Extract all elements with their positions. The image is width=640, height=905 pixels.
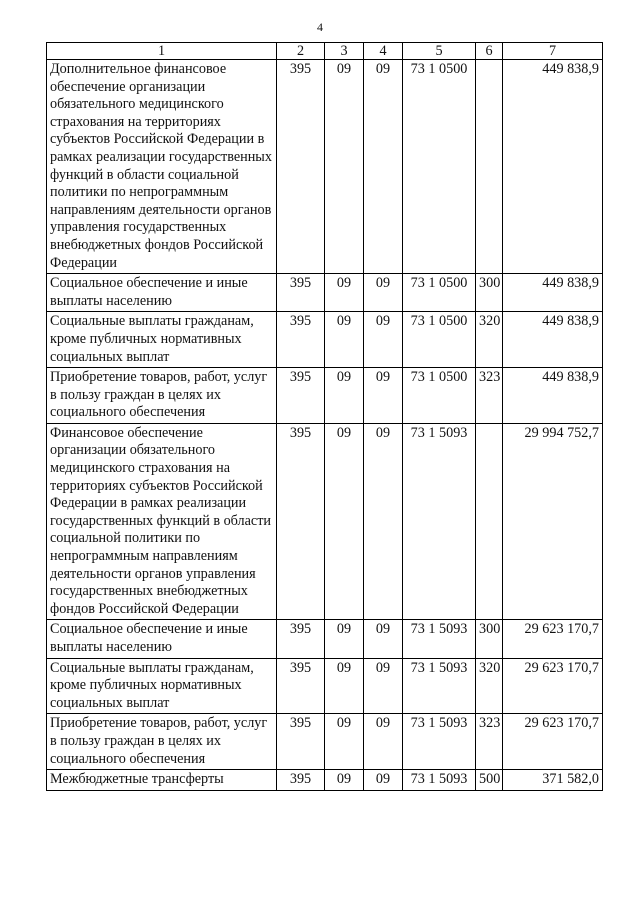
row-rz: 09 [325, 60, 364, 274]
row-rz: 09 [325, 658, 364, 714]
row-vr: 320 [476, 312, 503, 368]
row-rz: 09 [325, 368, 364, 424]
row-vr: 323 [476, 714, 503, 770]
row-vr: 300 [476, 274, 503, 312]
row-csr: 73 1 5093 [403, 423, 476, 620]
column-header: 4 [364, 43, 403, 60]
row-vr: 300 [476, 620, 503, 658]
row-vr [476, 423, 503, 620]
row-csr: 73 1 5093 [403, 620, 476, 658]
row-csr: 73 1 5093 [403, 714, 476, 770]
row-csr: 73 1 0500 [403, 274, 476, 312]
row-gr: 395 [277, 770, 325, 791]
row-pr: 09 [364, 714, 403, 770]
row-rz: 09 [325, 423, 364, 620]
row-pr: 09 [364, 423, 403, 620]
row-sum: 449 838,9 [503, 60, 603, 274]
row-gr: 395 [277, 368, 325, 424]
row-sum: 449 838,9 [503, 368, 603, 424]
row-vr [476, 60, 503, 274]
row-pr: 09 [364, 368, 403, 424]
row-name: Социальное обеспечение и иные выплаты населению [47, 620, 277, 658]
column-header: 5 [403, 43, 476, 60]
row-rz: 09 [325, 770, 364, 791]
row-sum: 29 623 170,7 [503, 714, 603, 770]
budget-table [46, 42, 603, 791]
row-gr: 395 [277, 620, 325, 658]
column-header: 7 [503, 43, 603, 60]
row-csr: 73 1 0500 [403, 368, 476, 424]
row-gr: 395 [277, 423, 325, 620]
table-row [47, 368, 603, 424]
row-name: Приобретение товаров, работ, услуг в пользу граждан в целях их социального обеспечения [47, 714, 277, 770]
row-csr: 73 1 5093 [403, 770, 476, 791]
row-rz: 09 [325, 714, 364, 770]
row-csr: 73 1 0500 [403, 312, 476, 368]
row-rz: 09 [325, 620, 364, 658]
table-row [47, 658, 603, 714]
table-row [47, 423, 603, 620]
row-rz: 09 [325, 312, 364, 368]
row-gr: 395 [277, 658, 325, 714]
table-row [47, 714, 603, 770]
page-number: 4 [317, 20, 323, 34]
row-vr: 323 [476, 368, 503, 424]
row-pr: 09 [364, 658, 403, 714]
row-gr: 395 [277, 274, 325, 312]
row-pr: 09 [364, 60, 403, 274]
table-row [47, 274, 603, 312]
row-pr: 09 [364, 770, 403, 791]
row-name: Социальные выплаты гражданам, кроме публичных нормативных социальных выплат [47, 658, 277, 714]
row-sum: 449 838,9 [503, 274, 603, 312]
row-name: Финансовое обеспечение организации обязательного медицинского страхования на территориях субъектов Российской Федерации в рамках реализации государственных функций в области социальной политики по непрограммным направлениям деятельности органов управления государственных внебюджетных фондов Российской Федерации [47, 423, 277, 620]
row-name: Межбюджетные трансферты [47, 770, 277, 791]
column-header: 1 [47, 43, 277, 60]
table-row [47, 770, 603, 791]
row-rz: 09 [325, 274, 364, 312]
column-header: 2 [277, 43, 325, 60]
row-pr: 09 [364, 312, 403, 368]
row-name: Дополнительное финансовое обеспечение организации обязательного медицинского страхования на территориях субъектов Российской Федерации в рамках реализации государственных функций в области социальной политики по непрограммным направлениям деятельности органов управления государственных внебюджетных фондов Российской Федерации [47, 60, 277, 274]
column-header: 6 [476, 43, 503, 60]
row-vr: 320 [476, 658, 503, 714]
row-name: Приобретение товаров, работ, услуг в пользу граждан в целях их социального обеспечения [47, 368, 277, 424]
row-name: Социальные выплаты гражданам, кроме публичных нормативных социальных выплат [47, 312, 277, 368]
row-gr: 395 [277, 714, 325, 770]
row-csr: 73 1 5093 [403, 658, 476, 714]
column-header: 3 [325, 43, 364, 60]
table-row [47, 620, 603, 658]
row-vr: 500 [476, 770, 503, 791]
row-sum: 29 623 170,7 [503, 620, 603, 658]
row-pr: 09 [364, 274, 403, 312]
row-name: Социальное обеспечение и иные выплаты населению [47, 274, 277, 312]
row-sum: 371 582,0 [503, 770, 603, 791]
table-row [47, 60, 603, 274]
row-gr: 395 [277, 60, 325, 274]
row-pr: 09 [364, 620, 403, 658]
row-sum: 29 623 170,7 [503, 658, 603, 714]
row-sum: 449 838,9 [503, 312, 603, 368]
table-header-row [47, 43, 603, 60]
row-gr: 395 [277, 312, 325, 368]
row-sum: 29 994 752,7 [503, 423, 603, 620]
row-csr: 73 1 0500 [403, 60, 476, 274]
table-row [47, 312, 603, 368]
